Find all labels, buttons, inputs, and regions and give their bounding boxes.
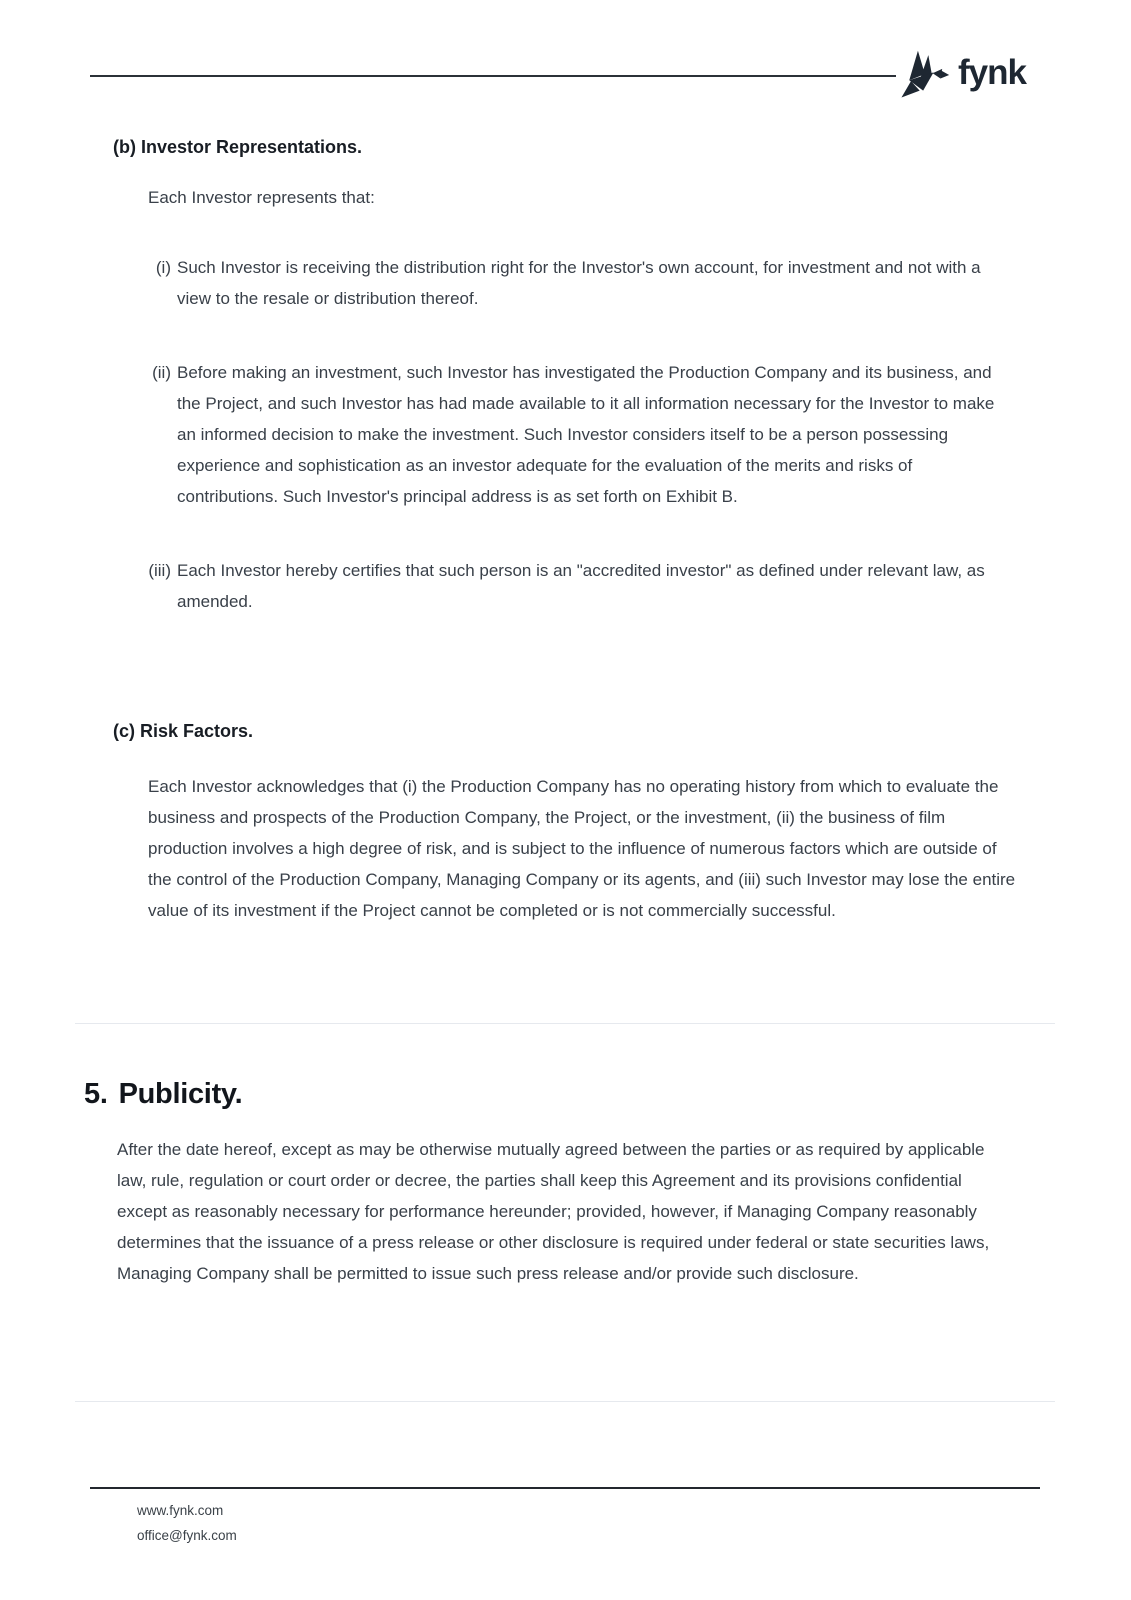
investor-representations-list [139,252,1012,660]
publicity-heading [84,1078,242,1111]
list-item-marker: (ii) [152,363,171,382]
publicity-section-number: 5. [84,1078,108,1110]
section-divider [75,1401,1055,1402]
section-b-heading: (b) Investor Representations. [113,137,363,157]
list-item [139,252,1012,314]
fynk-logo [898,44,1048,106]
list-item-text: Before making an investment, such Investor has investigated the Production Company and its business, and the Project, and such Investor has had made available to it all information necessary for the Investor to make an informed decision to make the investment. Such Investor considers itself to be a person possessing experience and sophistication as an investor adequate for the evaluation of the merits and risks of contributions. Such Investor's principal address is as set forth on Exhibit B. [177,363,995,506]
section-b-intro: Each Investor represents that: [148,188,375,207]
section-c-body: Each Investor acknowledges that (i) the Production Company has no operating history from which to evaluate the business and prospects of the Production Company, the Project, or the investment, (ii) the business of film production involves a high degree of risk, and is subject to the influence of numerous factors which are outside of the control of the Production Company, Managing Company or its agents, and (iii) such Investor may lose the entire value of its investment if the Project cannot be completed or is not commercially successful. [148,777,1016,920]
publicity-body: After the date hereof, except as may be otherwise mutually agreed between the parties or as required by applicable law, rule, regulation or court order or decree, the parties shall keep this Agreement and its provisions confidential except as reasonably necessary for performance hereunder; provided, however, if Managing Company reasonably determines that the issuance of a press release or other disclosure is required under federal or state securities laws, Managing Company shall be permitted to issue such press release and/or provide such disclosure. [117,1140,990,1283]
list-item [139,555,1012,617]
list-item [139,357,1012,512]
list-item-text: Each Investor hereby certifies that such person is an "accredited investor" as defined under relevant law, as amended. [177,561,985,611]
list-item-marker: (iii) [148,561,171,580]
header-rule [90,75,896,77]
brand-wordmark: fynk [958,52,1026,92]
origami-bird-icon [898,47,950,103]
footer-rule [90,1487,1040,1489]
section-c-heading: (c) Risk Factors. [113,721,254,741]
list-item-marker: (i) [155,258,171,277]
list-item-text: Such Investor is receiving the distribution right for the Investor's own account, for investment and not with a view to the resale or distribution thereof. [177,258,981,308]
footer [137,1498,237,1548]
footer-website: www.fynk.com [137,1503,224,1518]
section-divider [75,1023,1055,1024]
footer-email: office@fynk.com [137,1528,237,1543]
publicity-section-title: Publicity. [118,1078,243,1110]
